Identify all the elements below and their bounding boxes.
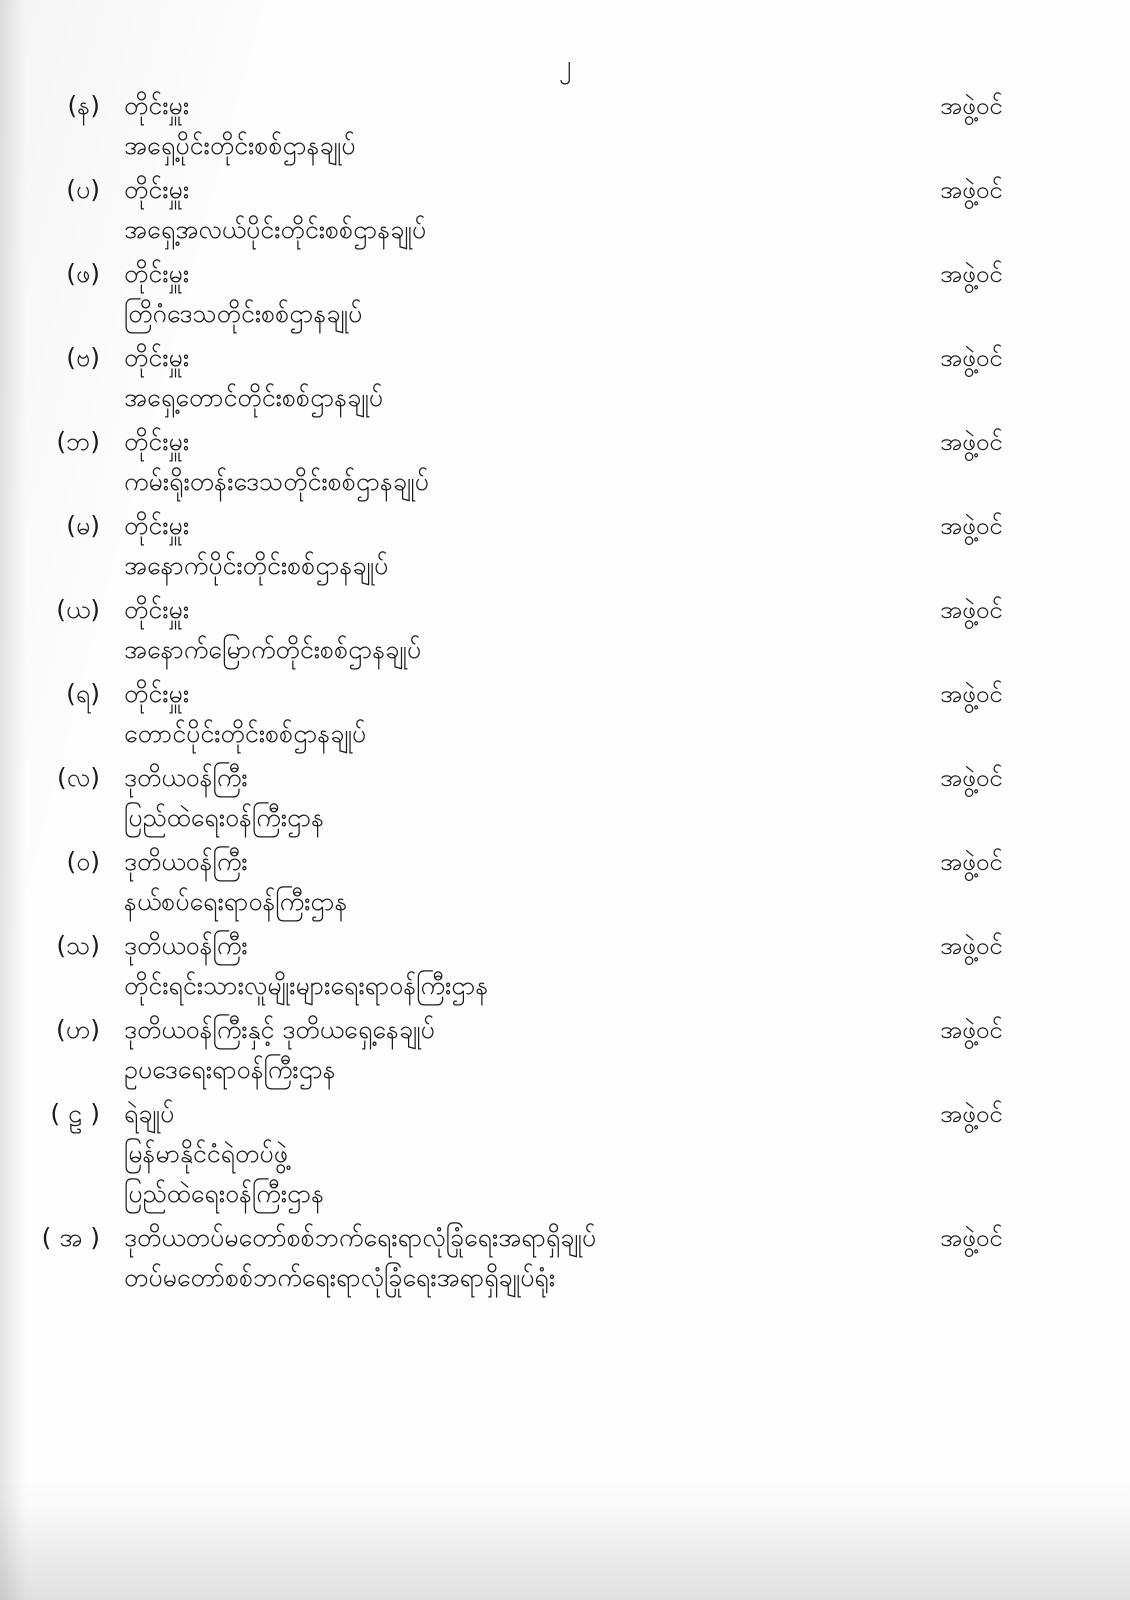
item-title: တိုင်းမှူး bbox=[124, 511, 190, 540]
item-role: အဖွဲ့ဝင် bbox=[940, 260, 1003, 288]
item-title: တိုင်းမှူး bbox=[124, 91, 190, 120]
item-role: အဖွဲ့ဝင် bbox=[940, 596, 1003, 624]
item-role: အဖွဲ့ဝင် bbox=[940, 848, 1003, 876]
item-title: ဒုတိယတပ်မတော်စစ်ဘက်ရေးရာလုံခြုံရေးအရာရှိချုပ် bbox=[124, 1223, 597, 1252]
item-subtitle: တပ်မတော်စစ်ဘက်ရေးရာလုံခြုံရေးအရာရှိချုပ်ရုံး bbox=[124, 1263, 556, 1292]
list-item bbox=[0, 590, 1130, 670]
item-body bbox=[116, 506, 922, 586]
item-role: အဖွဲ့ဝင် bbox=[940, 1100, 1003, 1128]
item-subtitle: အရှေ့အလယ်ပိုင်းတိုင်းစစ်ဌာနချုပ် bbox=[124, 215, 427, 244]
item-role: အဖွဲ့ဝင် bbox=[940, 1016, 1003, 1044]
item-body bbox=[116, 842, 922, 922]
list-item bbox=[0, 1218, 1130, 1298]
scan-shadow-bottom bbox=[0, 1480, 1130, 1600]
item-role: အဖွဲ့ဝင် bbox=[940, 428, 1003, 456]
item-index: (သ) bbox=[56, 931, 100, 960]
list-item bbox=[0, 674, 1130, 754]
item-title: တိုင်းမှူး bbox=[124, 427, 190, 456]
list-item bbox=[0, 758, 1130, 838]
item-index: (ဟ) bbox=[56, 1015, 100, 1044]
item-index: (ယ) bbox=[56, 595, 100, 624]
item-title: တိုင်းမှူး bbox=[124, 679, 190, 708]
item-body bbox=[116, 758, 922, 838]
item-body bbox=[116, 1010, 922, 1090]
item-subtitle: ပြည်ထဲရေးဝန်ကြီးဌာန bbox=[124, 803, 325, 832]
item-subtitle-2: ပြည်ထဲရေးဝန်ကြီးဌာန bbox=[124, 1179, 325, 1208]
item-role: အဖွဲ့ဝင် bbox=[940, 1224, 1003, 1252]
item-subtitle: ကမ်းရိုးတန်းဒေသတိုင်းစစ်ဌာနချုပ် bbox=[124, 467, 429, 496]
list-item bbox=[0, 1094, 1130, 1214]
list-item bbox=[0, 170, 1130, 250]
list-item bbox=[0, 506, 1130, 586]
item-subtitle: အနောက်ပိုင်းတိုင်းစစ်ဌာနချုပ် bbox=[124, 551, 389, 580]
item-role: အဖွဲ့ဝင် bbox=[940, 512, 1003, 540]
item-subtitle: တောင်ပိုင်းတိုင်းစစ်ဌာနချုပ် bbox=[124, 719, 367, 748]
item-title: ဒုတိယဝန်ကြီး bbox=[124, 847, 248, 876]
item-index: ( ဠ ) bbox=[50, 1099, 100, 1128]
item-role: အဖွဲ့ဝင် bbox=[940, 680, 1003, 708]
list-item bbox=[0, 338, 1130, 418]
item-index: (န) bbox=[67, 91, 100, 120]
list-item bbox=[0, 254, 1130, 334]
item-title: တိုင်းမှူး bbox=[124, 175, 190, 204]
item-body bbox=[116, 674, 922, 754]
item-role: အဖွဲ့ဝင် bbox=[940, 344, 1003, 372]
item-subtitle: အနောက်မြောက်တိုင်းစစ်ဌာနချုပ် bbox=[124, 635, 422, 664]
item-title: ရဲချုပ် bbox=[124, 1099, 175, 1128]
item-body bbox=[116, 170, 922, 250]
item-index: (ဘ) bbox=[56, 427, 100, 456]
item-index: (မ) bbox=[66, 511, 100, 540]
item-title: ဒုတိယဝန်ကြီး bbox=[124, 931, 248, 960]
item-body bbox=[116, 338, 922, 418]
item-body bbox=[116, 254, 922, 334]
item-title: တိုင်းမှူး bbox=[124, 259, 190, 288]
list-item bbox=[0, 842, 1130, 922]
item-title: ဒုတိယဝန်ကြီးနှင့် ဒုတိယရှေ့နေချုပ် bbox=[124, 1015, 435, 1044]
list-item bbox=[0, 86, 1130, 166]
item-body bbox=[116, 590, 922, 670]
item-index: (လ) bbox=[57, 763, 100, 792]
entry-list bbox=[0, 86, 1130, 1302]
item-body bbox=[116, 86, 922, 166]
item-body bbox=[116, 422, 922, 502]
item-body bbox=[116, 1218, 922, 1298]
item-role: အဖွဲ့ဝင် bbox=[940, 932, 1003, 960]
page-number: ၂ bbox=[558, 50, 572, 79]
item-body bbox=[116, 1094, 922, 1214]
item-index: (ဗ) bbox=[66, 343, 100, 372]
item-subtitle: အရှေ့ပိုင်းတိုင်းစစ်ဌာနချုပ် bbox=[124, 131, 356, 160]
list-item bbox=[0, 926, 1130, 1006]
item-role: အဖွဲ့ဝင် bbox=[940, 176, 1003, 204]
list-item bbox=[0, 1010, 1130, 1090]
item-index: (ဝ) bbox=[66, 847, 100, 876]
item-title: တိုင်းမှူး bbox=[124, 595, 190, 624]
item-role: အဖွဲ့ဝင် bbox=[940, 764, 1003, 792]
item-index: (ပ) bbox=[66, 175, 100, 204]
item-subtitle: တိုင်းရင်းသားလူမျိုးများရေးရာဝန်ကြီးဌာန bbox=[124, 971, 489, 1000]
item-subtitle: ဥပဒေရေးရာဝန်ကြီးဌာန bbox=[124, 1055, 336, 1084]
item-body bbox=[116, 926, 922, 1006]
list-item bbox=[0, 422, 1130, 502]
item-subtitle: မြန်မာနိုင်ငံရဲတပ်ဖွဲ့ bbox=[124, 1139, 288, 1168]
item-subtitle: တြိဂံဒေသတိုင်းစစ်ဌာနချုပ် bbox=[124, 299, 363, 328]
item-index: (ဖ) bbox=[66, 259, 100, 288]
item-subtitle: အရှေ့တောင်တိုင်းစစ်ဌာနချုပ် bbox=[124, 383, 384, 412]
item-title: တိုင်းမှူး bbox=[124, 343, 190, 372]
item-index: ( အ ) bbox=[41, 1223, 100, 1252]
item-title: ဒုတိယဝန်ကြီး bbox=[124, 763, 248, 792]
item-index: (ရ) bbox=[66, 679, 100, 708]
item-subtitle: နယ်စပ်ရေးရာဝန်ကြီးဌာန bbox=[124, 887, 348, 916]
item-role: အဖွဲ့ဝင် bbox=[940, 92, 1003, 120]
